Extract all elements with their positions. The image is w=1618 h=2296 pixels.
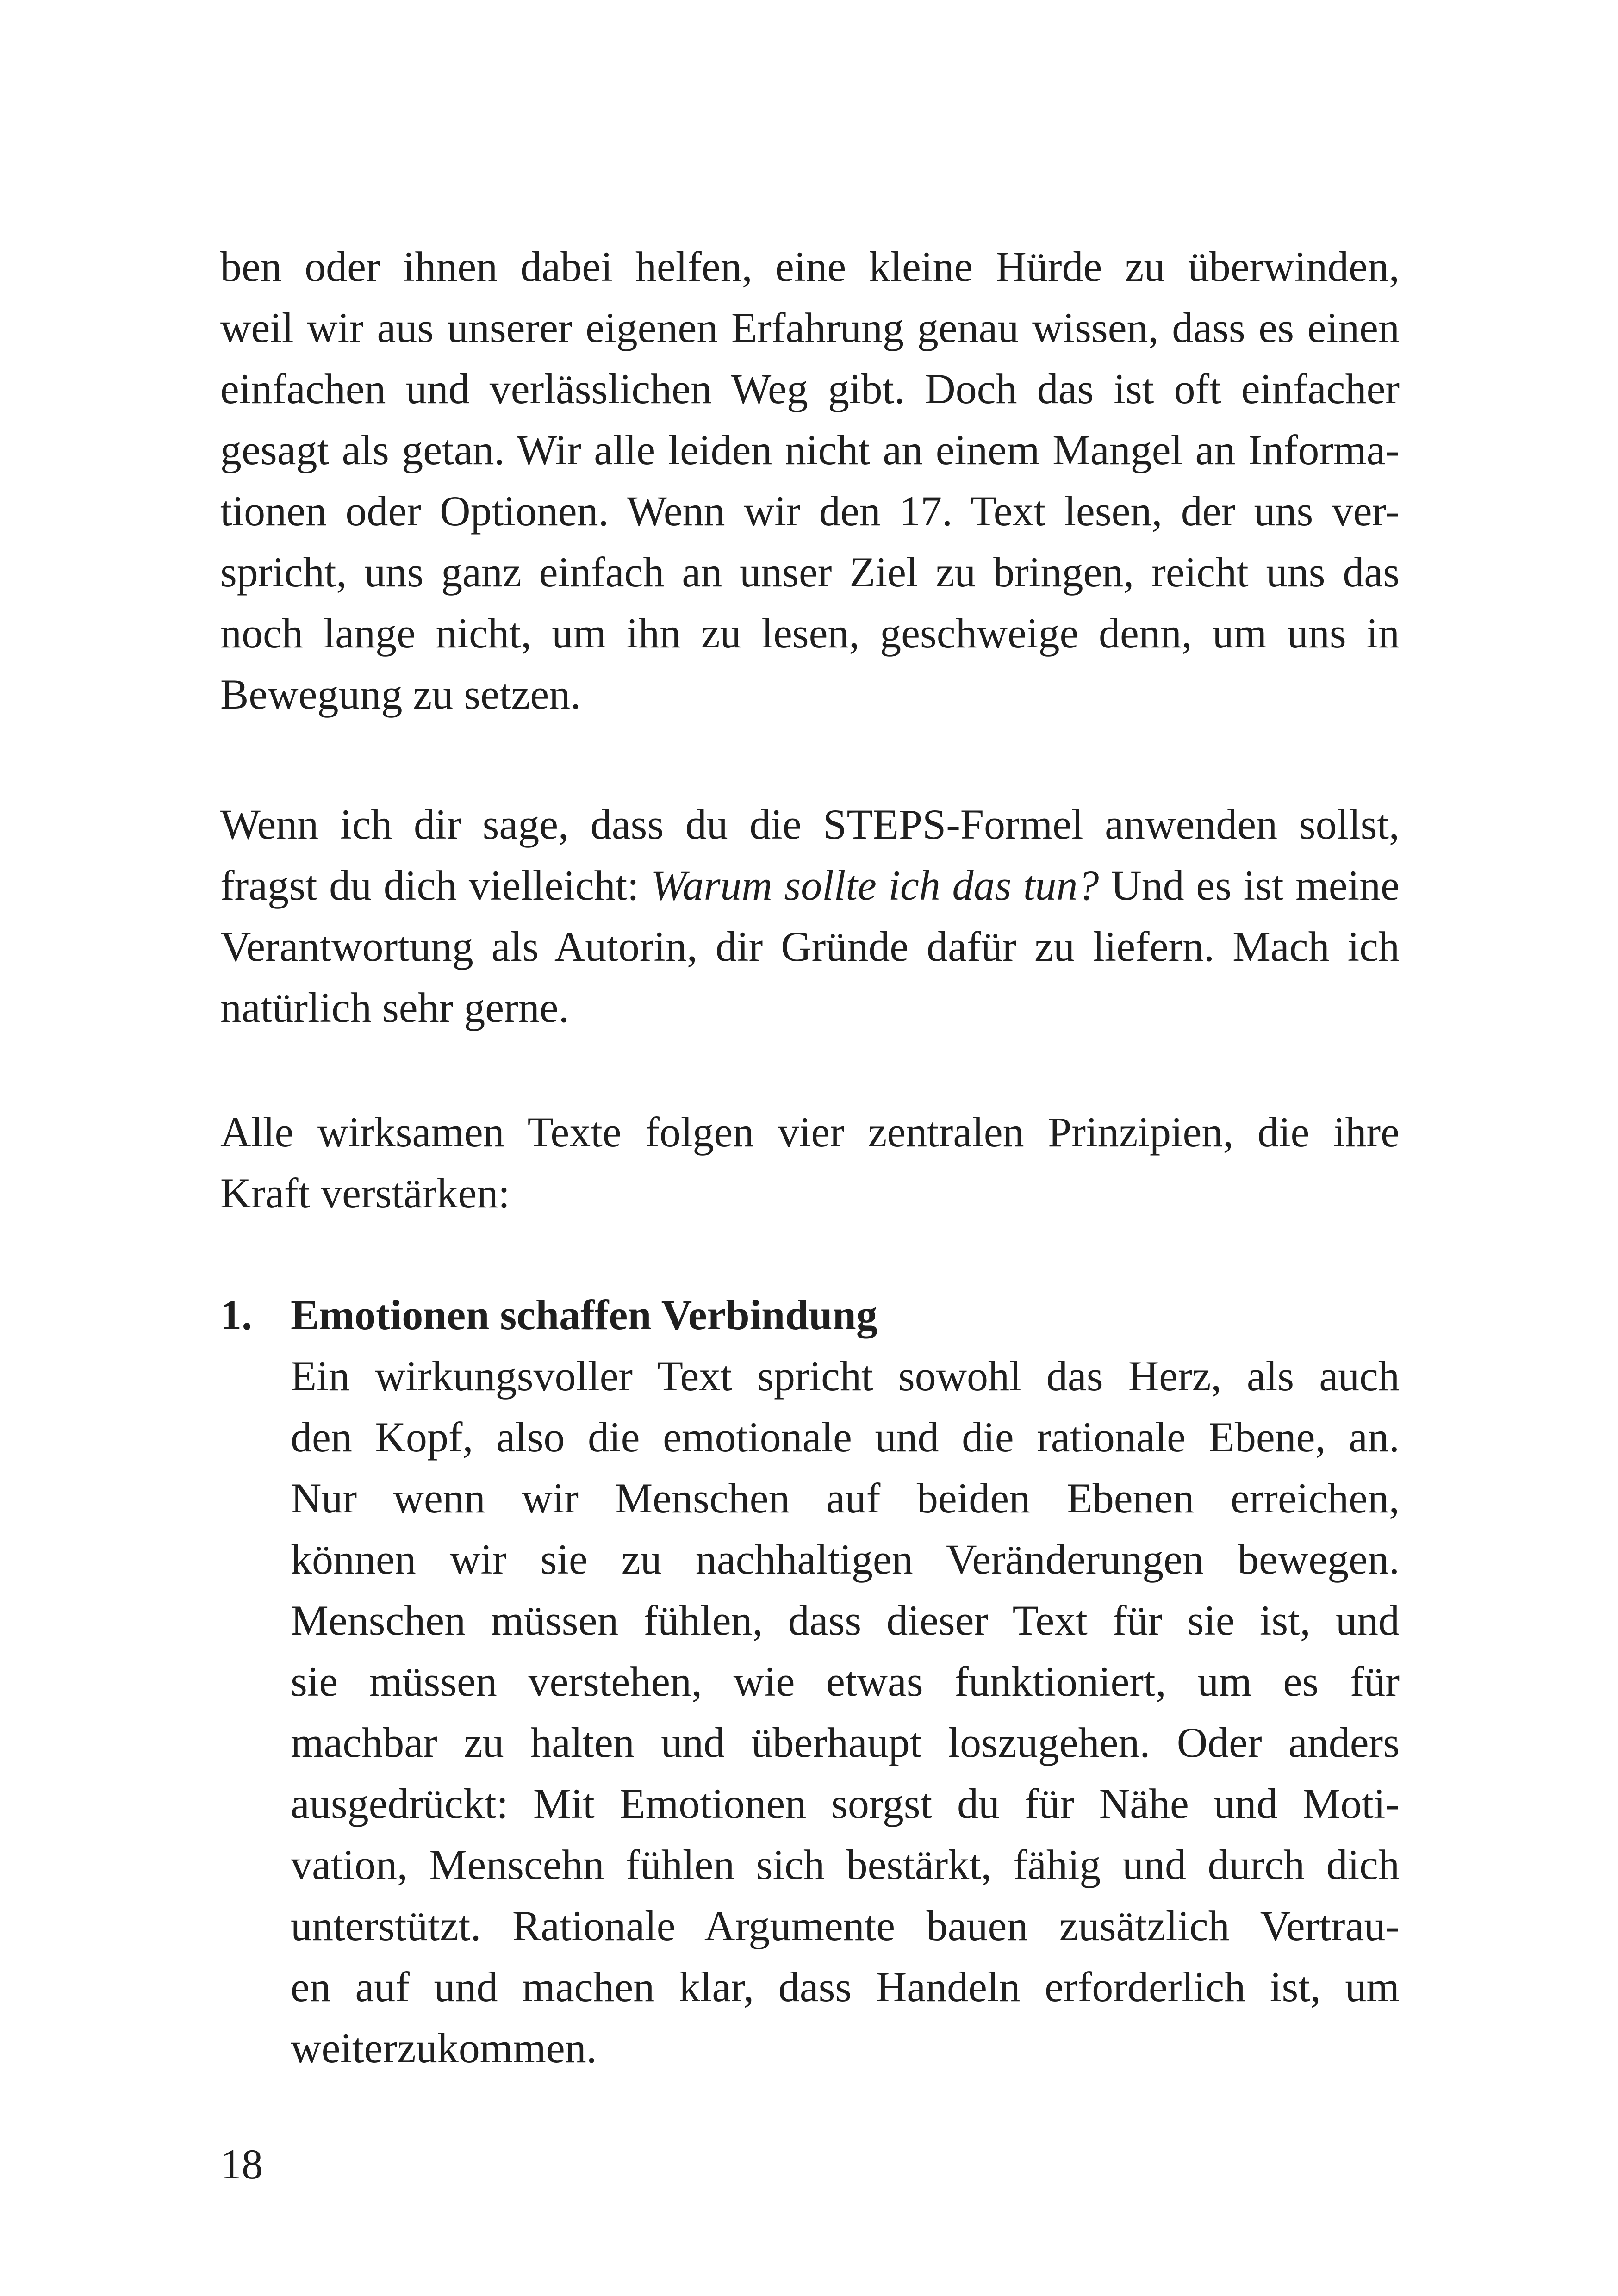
list-body-line: unterstützt. Rationale Argumente bauen zusätzlich Vertrau- [291,1902,1400,1949]
paragraph-2-text: fragst du dich vielleicht: [220,862,651,909]
list-body-line: Nur wenn wir Menschen auf beiden Ebenen erreichen, [291,1475,1400,1522]
list-body-line: sie müssen verstehen, wie etwas funktioniert, um es für [291,1658,1400,1705]
list-body-line: machbar zu halten und überhaupt loszugehen. Oder anders [291,1719,1400,1766]
list-heading: Emotionen schaffen Verbindung [291,1291,877,1338]
page-number: 18 [220,2140,263,2188]
paragraph-1-line: weil wir aus unserer eigenen Erfahrung genau wissen, dass es einen [220,304,1400,351]
paragraph-2-line-with-italic [220,855,1400,916]
list-body [291,1345,1400,2078]
paragraph-3-line: Alle wirksamen Texte folgen vier zentralen Prinzipien, die ihre [220,1108,1400,1156]
list-body-line: weiterzukommen. [291,2024,597,2072]
paragraph-1-line: noch lange nicht, um ihn zu lesen, geschweige denn, um uns in [220,610,1400,657]
paragraph-2-line: Verantwortung als Autorin, dir Gründe dafür zu liefern. Mach ich [220,923,1400,970]
paragraph-2 [220,794,1400,1038]
list-number: 1. [220,1291,252,1338]
paragraph-1-line: gesagt als getan. Wir alle leiden nicht an einem Mangel an Informa- [220,426,1400,473]
list-body-line: vation, Menscehn fühlen sich bestärkt, fähig und durch dich [291,1841,1400,1888]
list-body-line: Menschen müssen fühlen, dass dieser Text für sie ist, und [291,1597,1400,1644]
paragraph-1 [220,236,1400,725]
list-body-line: den Kopf, also die emotionale und die rationale Ebene, an. [291,1413,1400,1461]
paragraph-1-line: ben oder ihnen dabei helfen, eine kleine Hürde zu überwinden, [220,243,1400,290]
paragraph-3-line: Kraft verstärken: [220,1170,510,1217]
paragraph-2-text: Und es ist meine [1099,862,1400,909]
list-body-line: Ein wirkungsvoller Text spricht sowohl das Herz, als auch [291,1352,1400,1400]
paragraph-1-line: spricht, uns ganz einfach an unser Ziel zu bringen, reicht uns das [220,548,1400,596]
list-body-line: ausgedrückt: Mit Emotionen sorgst du für Nähe und Moti- [291,1780,1400,1827]
paragraph-1-line: einfachen und verlässlichen Weg gibt. Doch das ist oft einfacher [220,365,1400,412]
paragraph-1-line: Bewegung zu setzen. [220,671,581,718]
list-body-line: können wir sie zu nachhaltigen Veränderungen bewegen. [291,1536,1400,1583]
paragraph-1-line: tionen oder Optionen. Wenn wir den 17. Text lesen, der uns ver- [220,487,1400,535]
italic-question: Warum sollte ich das tun? [651,862,1099,909]
paragraph-2-line: natürlich sehr gerne. [220,984,569,1031]
paragraph-2-line: Wenn ich dir sage, dass du die STEPS-Formel anwenden sollst, [220,801,1400,848]
paragraph-3 [220,1101,1400,1224]
list-body-line: en auf und machen klar, dass Handeln erforderlich ist, um [291,1963,1400,2010]
